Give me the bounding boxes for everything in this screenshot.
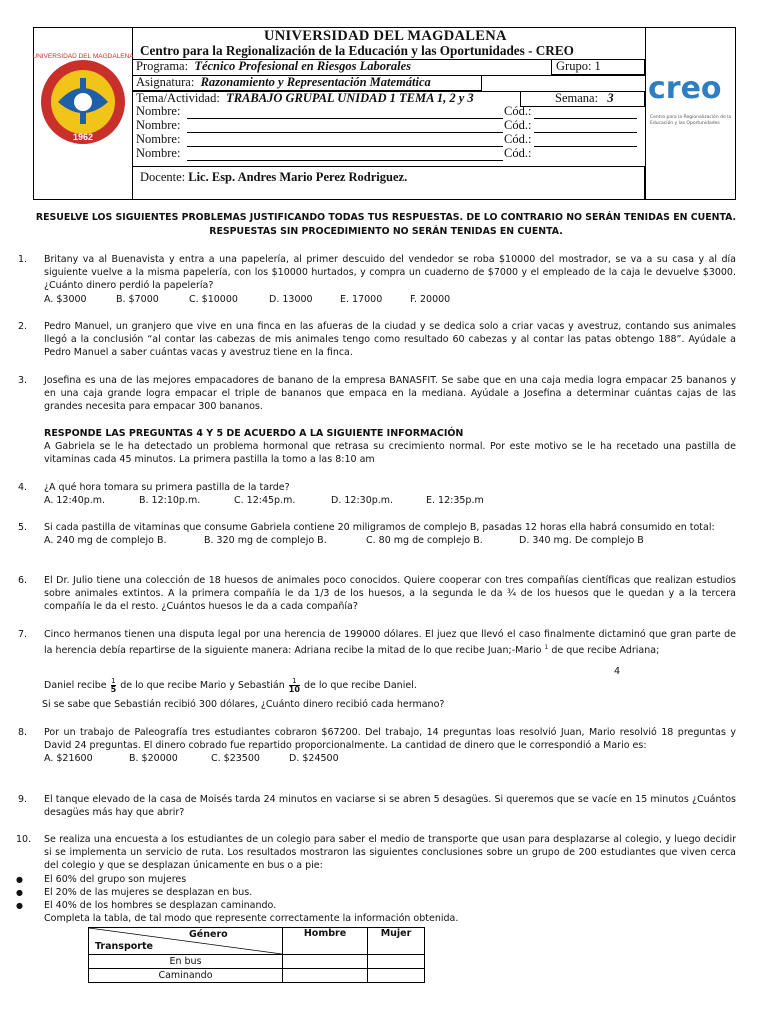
table-cell[interactable] bbox=[368, 969, 425, 983]
q4-number: 4. bbox=[18, 482, 28, 493]
question-10 bbox=[44, 833, 736, 925]
q5-option: A. 240 mg de complejo B. bbox=[44, 535, 167, 547]
nombre-label-2: Nombre: bbox=[136, 118, 181, 132]
question-4 bbox=[44, 481, 736, 507]
instructions-line-2: RESPUESTAS SIN PROCEDIMIENTO NO SERÁN TENIDAS EN CUENTA. bbox=[209, 226, 563, 237]
q1-option: D. 13000 bbox=[269, 293, 313, 305]
q10-bullet: ● El 60% del grupo son mujeres bbox=[0, 873, 736, 886]
creo-caption-1: Centro para la Regionalización de la bbox=[650, 115, 732, 120]
creo-caption-2: Educación y las Oportunidades bbox=[650, 120, 720, 126]
q1-option: B. $7000 bbox=[116, 293, 159, 305]
logo-text: UNIVERSIDAD DEL MAGDALENA bbox=[32, 53, 134, 60]
q9-text: El tanque elevado de la casa de Moisés tarda 24 minutos en vaciarse si se abren 5 desagües. Si queremos que se vacíe en 15 minutos ¿Cuántos desagües más hay que abrir? bbox=[44, 794, 736, 819]
docente-value: Lic. Esp. Andres Mario Perez Rodriguez. bbox=[188, 170, 408, 184]
q10-table bbox=[88, 927, 425, 983]
q7-daniel-b: de lo que recibe Mario y Sebastián bbox=[120, 680, 285, 691]
tema-value: TRABAJO GRUPAL UNIDAD 1 TEMA 1, 2 y 3 bbox=[226, 91, 474, 105]
asignatura-label: Asignatura: bbox=[136, 75, 195, 89]
q3-number: 3. bbox=[18, 375, 28, 386]
section-4-5-text: A Gabriela se le ha detectado un problema hormonal que retrasa su crecimiento normal. Por este motivo se le ha recetado una pastilla de vitaminas cada 45 minutos. La primera pastilla la tomo a las 8:10 am bbox=[44, 441, 736, 466]
nombre-field-4[interactable] bbox=[187, 160, 503, 161]
question-8 bbox=[44, 726, 736, 766]
q7-frac1-den: 5 bbox=[110, 685, 117, 694]
q8-option: B. $20000 bbox=[129, 753, 178, 765]
q5-option: C. 80 mg de complejo B. bbox=[366, 535, 483, 547]
q1-number: 1. bbox=[18, 254, 28, 265]
q1-option: E. 17000 bbox=[340, 293, 383, 305]
instructions-line-1: RESUELVE LOS SIGUIENTES PROBLEMAS JUSTIFICANDO TODAS TUS RESPUESTAS. DE LO CONTRARIO NO SERÁN TENIDAS EN CUENTA. bbox=[35, 212, 737, 223]
center-title: Centro para la Regionalización de la Educación y las Oportunidades - CREO bbox=[140, 43, 574, 58]
university-logo-icon bbox=[32, 44, 134, 164]
nombre-label-3: Nombre: bbox=[136, 132, 181, 146]
document-header bbox=[33, 27, 736, 200]
programa-label: Programa: bbox=[136, 59, 189, 73]
cod-label-4: Cód.: bbox=[504, 146, 532, 160]
logo-year: 1962 bbox=[72, 132, 94, 142]
table-header-mujer: Mujer bbox=[368, 928, 425, 955]
question-7 bbox=[44, 628, 736, 658]
q4-option: A. 12:40p.m. bbox=[44, 495, 106, 507]
section-4-5-title: RESPONDE LAS PREGUNTAS 4 Y 5 DE ACUERDO A LA SIGUIENTE INFORMACIÓN bbox=[44, 428, 464, 439]
q1-option: F. 20000 bbox=[410, 293, 451, 305]
q3-text: Josefina es una de las mejores empacadores de banano de la empresa BANASFIT. Se sabe que en una caja media logra empacar 25 bananos y en una caja grande logra empacar el triple de bananos que empaca en la mediana. Ayúdale a Josefina a determinar cuántas cajas de las grandes necesita para empacar 300 bananos. bbox=[44, 375, 736, 413]
q1-options bbox=[44, 293, 736, 306]
q7-sup: 1 bbox=[544, 644, 549, 652]
q2-number: 2. bbox=[18, 321, 28, 332]
semana-label: Semana: bbox=[555, 91, 599, 105]
table-header-hombre: Hombre bbox=[283, 928, 368, 955]
q8-option: A. $21600 bbox=[44, 753, 93, 765]
q4-option: B. 12:10p.m. bbox=[139, 495, 201, 507]
table-cell[interactable] bbox=[283, 969, 368, 983]
grupo-label: Grupo: bbox=[556, 59, 592, 73]
q8-number: 8. bbox=[18, 727, 28, 738]
q4-option: C. 12:45p.m. bbox=[234, 495, 296, 507]
q7-text-c: Si se sabe que Sebastián recibió 300 dólares, ¿Cuánto dinero recibió cada hermano? bbox=[42, 699, 445, 710]
q4-option: D. 12:30p.m. bbox=[331, 495, 394, 507]
q7-text-b: de que recibe Adriana; bbox=[551, 645, 660, 657]
q4-option: E. 12:35p.m bbox=[426, 495, 484, 507]
cod-label-3: Cód.: bbox=[504, 132, 532, 146]
q7-daniel-a: Daniel recibe bbox=[44, 680, 107, 691]
q4-text: ¿A qué hora tomara su primera pastilla de la tarde? bbox=[44, 482, 290, 493]
question-1 bbox=[44, 253, 736, 306]
q7-text-a: Cinco hermanos tienen una disputa legal por una herencia de 199000 dólares. El juez que llevó el caso finalmente dictaminó que gran parte de la herencia debía repartirse de la siguiente manera: Adriana recibe la mitad de lo que recibe Juan;-Mario bbox=[44, 629, 736, 657]
cod-field-3[interactable] bbox=[534, 146, 637, 147]
q10-bullet: ● El 20% de las mujeres se desplazan en bus. bbox=[0, 886, 736, 899]
cod-field-2[interactable] bbox=[534, 132, 637, 133]
question-5 bbox=[44, 521, 736, 547]
semana-value: 3 bbox=[607, 91, 614, 105]
table-corner-bottom: Transporte bbox=[95, 941, 153, 952]
tema-label: Tema/Actividad: bbox=[136, 91, 220, 105]
q6-text: El Dr. Julio tiene una colección de 18 huesos de animales poco conocidos. Quiere cooperar con tres compañías científicas que realizan estudios sobre animales extintos. A la primera compañía le da 1/3 de los huesos, a la segunda le da ¾ de los huesos que le quedan y a la tercera compañía le da el resto. ¿Cuántos huesos le da a cada compañía? bbox=[44, 575, 736, 613]
instructions bbox=[28, 211, 744, 239]
table-row-caminando: Caminando bbox=[89, 969, 283, 983]
q1-text: Britany va al Buenavista y entra a una papelería, al primer descuido del vendedor se roba $10000 del mostrador, se va a su casa y al día siguiente vuelve a la misma papelería, con los $10000 hurtados, y compra un cuaderno de $7000 y el empleado de la caja le devuelve $3000. ¿Cuánto dinero perdió la papelería? bbox=[44, 254, 736, 292]
q9-number: 9. bbox=[18, 794, 28, 805]
cod-label-1: Cód.: bbox=[504, 104, 532, 118]
creo-logo bbox=[646, 68, 734, 138]
nombre-label-4: Nombre: bbox=[136, 146, 181, 160]
table-row-bus: En bus bbox=[89, 955, 283, 969]
q6-number: 6. bbox=[18, 575, 28, 586]
cod-label-2: Cód.: bbox=[504, 118, 532, 132]
q7-daniel-line bbox=[44, 678, 417, 693]
q8-option: C. $23500 bbox=[211, 753, 260, 765]
q10-number: 10. bbox=[16, 834, 32, 845]
table-cell[interactable] bbox=[283, 955, 368, 969]
docente-label: Docente: bbox=[140, 170, 186, 184]
q7-number: 7. bbox=[18, 629, 28, 640]
grupo-value: 1 bbox=[594, 59, 601, 73]
q10-text: Se realiza una encuesta a los estudiantes de un colegio para saber el medio de transporte que usan para desplazarse al colegio, y luego decidir si se implementa un servicio de ruta. Los resultados mostraron las siguientes conclusiones sobre un grupo de 200 estudiantes que viven cerca del colegio y que se desplazan únicamente en bus o a pie: bbox=[44, 834, 736, 872]
q8-text: Por un trabajo de Paleografía tres estudiantes cobraron $67200. Del trabajo, 14 preguntas loas resolvió Juan, Mario resolvió 18 preguntas y David 24 preguntas. El dinero cobrado fue repartido proporcionalmente. La cantidad de dinero que le correspondió a Mario es: bbox=[44, 727, 736, 752]
table-cell[interactable] bbox=[368, 955, 425, 969]
q10-complete: Completa la tabla, de tal modo que represente correctamente la información obtenida. bbox=[44, 913, 459, 925]
table-corner-top: Género bbox=[189, 929, 228, 940]
creo-wordmark: creo bbox=[648, 71, 722, 106]
q7-float-4: 4 bbox=[614, 666, 621, 677]
q10-bullet: ● El 40% de los hombres se desplazan caminando. bbox=[0, 899, 736, 912]
q7-daniel-c: de lo que recibe Daniel. bbox=[303, 680, 417, 691]
section-4-5 bbox=[44, 427, 736, 467]
q8-option: D. $24500 bbox=[289, 753, 339, 765]
asignatura-value: Razonamiento y Representación Matemática bbox=[200, 75, 431, 89]
cod-field-1[interactable] bbox=[534, 118, 637, 119]
university-title: UNIVERSIDAD DEL MAGDALENA bbox=[264, 28, 507, 44]
table-corner bbox=[89, 928, 283, 955]
q5-number: 5. bbox=[18, 522, 28, 533]
nombre-field-3[interactable] bbox=[187, 146, 503, 147]
nombre-field-2[interactable] bbox=[187, 132, 503, 133]
q5-text: Si cada pastilla de vitaminas que consume Gabriela contiene 20 miligramos de complejo B, pasadas 12 horas ella habrá consumido en total: bbox=[44, 522, 715, 533]
q5-option: D. 340 mg. De complejo B bbox=[519, 535, 644, 547]
creo-logo-icon bbox=[646, 68, 734, 110]
nombre-label-1: Nombre: bbox=[136, 104, 181, 118]
q7-frac2-num: 1 bbox=[292, 677, 297, 685]
q7-frac2-den: 10 bbox=[288, 685, 300, 694]
nombre-field-1[interactable] bbox=[187, 118, 503, 119]
q2-text: Pedro Manuel, un granjero que vive en una finca en las afueras de la ciudad y se dedica solo a criar vacas y avestruz, contando sus animales llegó a la conclusión “al contar las cabezas de mis animales tengo como resultado 60 cabezas y al contar las patas obtengo 188”. Ayúdale a Pedro Manuel a saber cuántas vacas y avestruz tiene en la finca. bbox=[44, 321, 736, 359]
q7-frac1-num: 1 bbox=[111, 677, 116, 685]
q1-option: A. $3000 bbox=[44, 293, 87, 305]
q1-option: C. $10000 bbox=[189, 293, 238, 305]
q5-option: B. 320 mg de complejo B. bbox=[204, 535, 327, 547]
q10-bullets bbox=[0, 873, 736, 913]
programa-value: Técnico Profesional en Riesgos Laborales bbox=[194, 59, 411, 73]
